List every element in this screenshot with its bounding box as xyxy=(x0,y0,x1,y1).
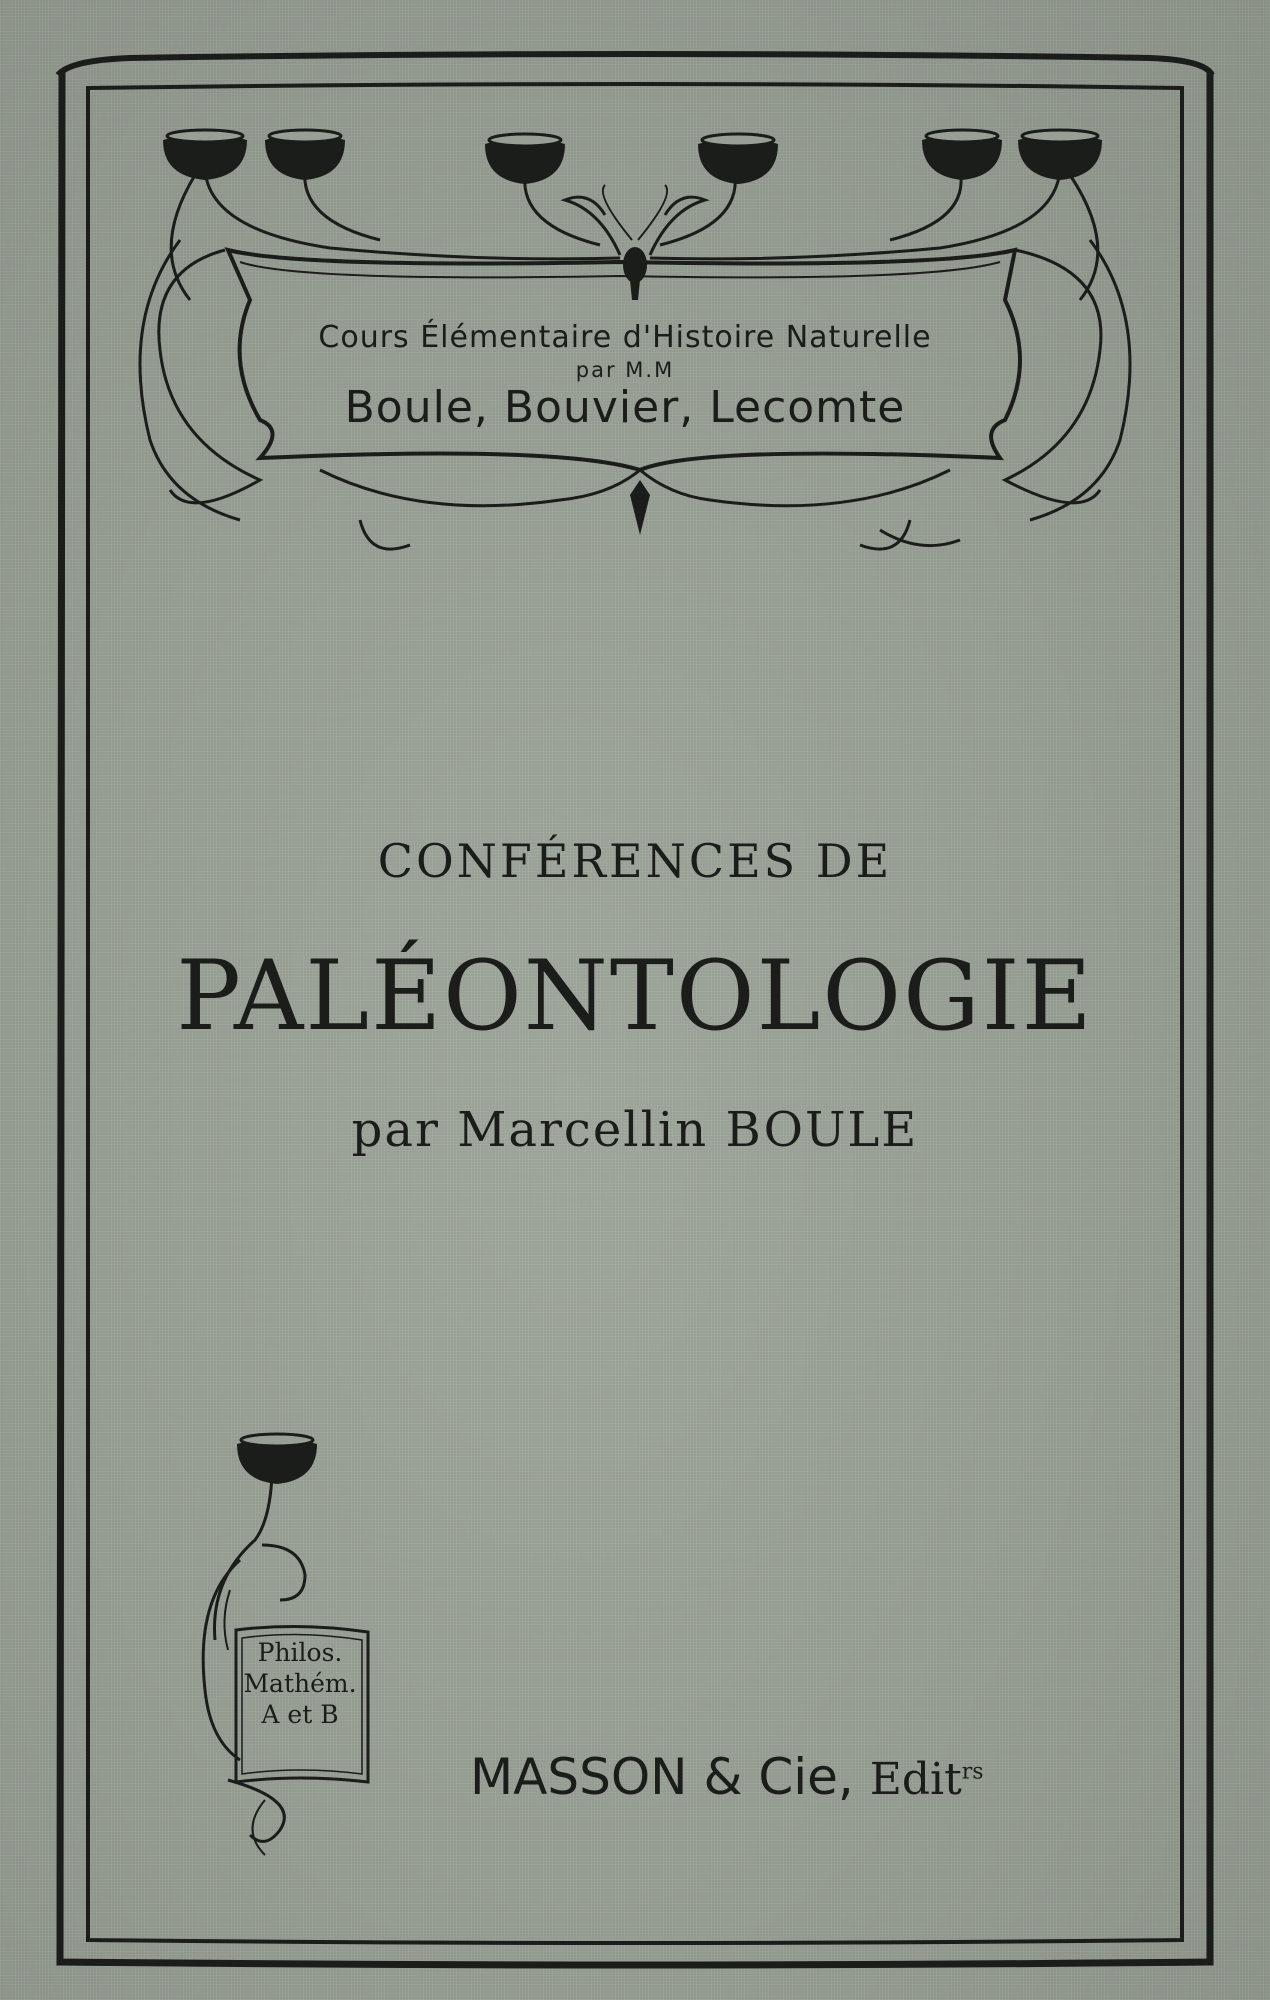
book-author: par Marcellin BOULE xyxy=(351,1102,919,1158)
book-title: PALÉONTOLOGIE xyxy=(176,940,1094,1052)
diamond-ornament-icon xyxy=(630,480,650,535)
series-authors: Boule, Bouvier, Lecomte xyxy=(344,382,906,433)
series-par: par M.M xyxy=(575,358,675,382)
book-subtitle: CONFÉRENCES DE xyxy=(377,834,893,888)
publisher-name: MASSON & Cie, xyxy=(470,1748,854,1806)
series-label xyxy=(233,1637,367,1730)
publisher-edit-sup: rs xyxy=(961,1759,984,1785)
label-line: Mathém. xyxy=(243,1669,357,1698)
label-line: A et B xyxy=(261,1700,339,1729)
publisher-role xyxy=(870,1754,984,1805)
label-line: Philos. xyxy=(257,1638,343,1667)
publisher-imprint xyxy=(470,1748,1070,1806)
series-title: Cours Élémentaire d'Histoire Naturelle xyxy=(318,320,932,355)
publisher-edit: Edit xyxy=(869,1754,962,1805)
